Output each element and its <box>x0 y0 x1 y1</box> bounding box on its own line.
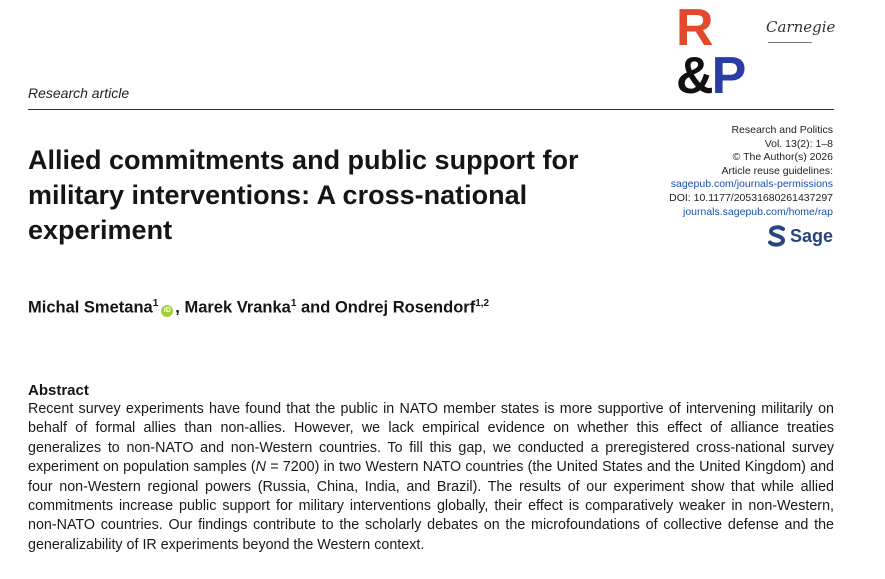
permissions-link[interactable]: sagepub.com/journals-permissions <box>670 178 833 191</box>
carnegie-lines <box>768 42 812 51</box>
article-type: Research article <box>28 85 130 101</box>
abstract-text: Recent survey experiments have found that the public in NATO member states is more supportive of intervening militarily on behalf of formal allies than non-allies. However, we lack empirical evidence on whether this effect of alliance treaties generalizes to non-NATO and non-Western countries. To fill this gap, we conducted a preregistered cross-national survey experiment on population samples ( <box>28 401 834 476</box>
carnegie-signature: Carnegie <box>766 18 836 36</box>
volume: Vol. 13(2): 1–8 <box>764 137 833 150</box>
journal-name: Research and Politics <box>731 124 833 136</box>
author-name: Michal Smetana <box>28 298 153 317</box>
author-and: and <box>296 298 335 317</box>
doi: DOI: 10.1177/20531680261437297 <box>669 191 833 204</box>
author-name: Ondrej Rosendorf <box>334 298 476 317</box>
logo-amp: & <box>676 47 712 105</box>
journal-meta <box>669 124 833 219</box>
logo-p: P <box>711 47 745 105</box>
abstract-body <box>28 400 834 555</box>
reuse-label: Article reuse guidelines: <box>721 164 833 177</box>
copyright: © The Author(s) 2026 <box>732 151 833 164</box>
orcid-icon[interactable]: iD <box>161 305 173 317</box>
author-affil: 1,2 <box>475 298 490 309</box>
author-sep: , <box>175 298 185 317</box>
article-title: Allied commitments and public support for military interventions: A cross-national experiment <box>28 145 579 245</box>
journal-logo <box>674 0 762 105</box>
n-symbol: N <box>255 459 266 476</box>
sage-logo <box>767 223 833 249</box>
header-rule <box>28 109 834 110</box>
logo-amp-p <box>676 47 745 105</box>
carnegie-logo <box>762 14 834 48</box>
logo-r: R <box>676 0 714 57</box>
abstract-text: = 7200) in two Western NATO countries (the United States and the United Kingdom) and four non-Western regional powers (Russia, China, India, and Brazil). The results of our experiment show that while allied commitments increase public support for military interventions globally, their effect is comparatively weaker in non-Western, non-NATO countries. Our findings contribute to the scholarly debates on the microfoundations of collective defense and the generalizability of IR experiments beyond the Western context. <box>28 459 834 553</box>
author-name: Marek Vranka <box>184 298 291 317</box>
author-affil: 1 <box>152 298 159 309</box>
sage-text: Sage <box>790 225 834 246</box>
abstract-heading: Abstract <box>28 382 89 399</box>
sage-icon <box>767 225 787 247</box>
author-affil: 1 <box>290 298 297 309</box>
authors <box>28 298 489 318</box>
journal-link[interactable]: journals.sagepub.com/home/rap <box>682 205 833 218</box>
